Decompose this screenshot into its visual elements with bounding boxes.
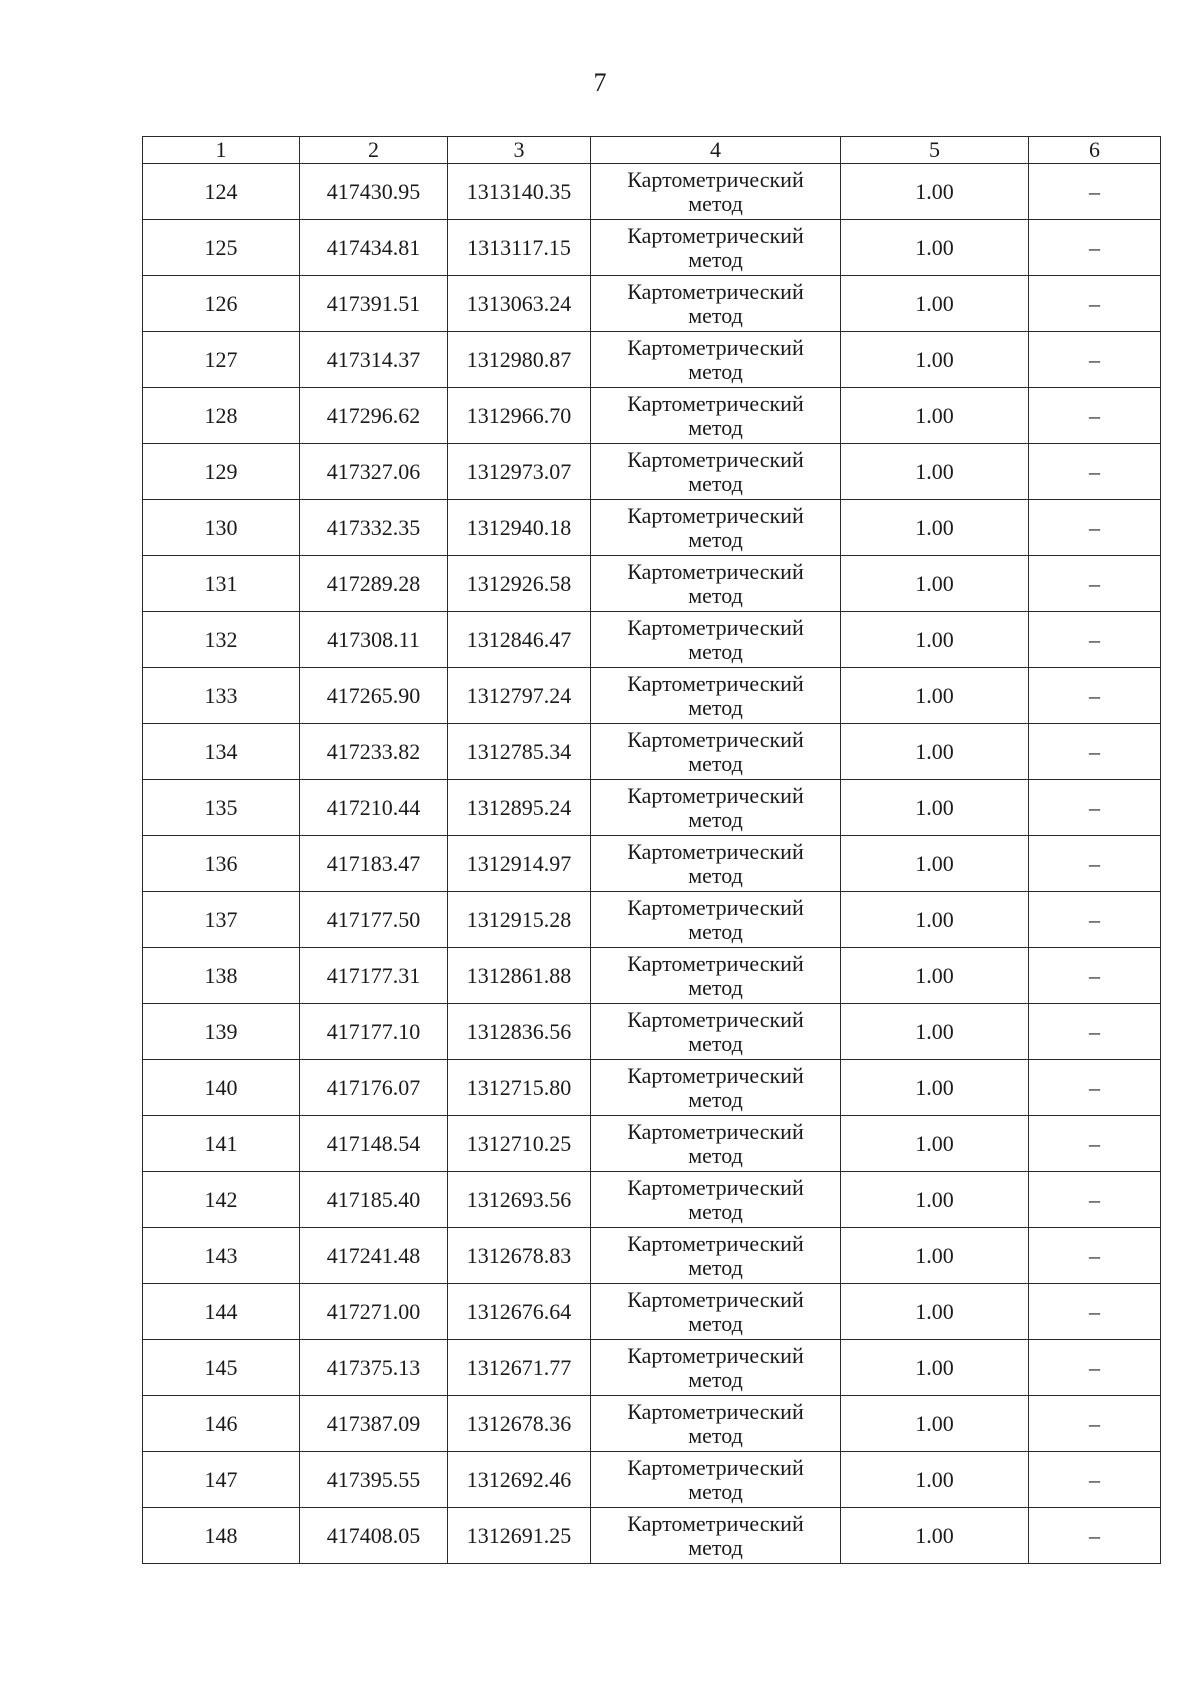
- point-number-cell: 133: [143, 668, 300, 724]
- accuracy-cell: 1.00: [841, 276, 1029, 332]
- method-text-line-1: Картометрический: [627, 1118, 804, 1144]
- coordinate-x-cell: 417177.10: [300, 1004, 448, 1060]
- table-row: [143, 1228, 1161, 1284]
- coordinate-y-cell: 1312691.25: [448, 1508, 591, 1564]
- method-text-line-2: метод: [688, 302, 743, 328]
- point-number-cell: 126: [143, 276, 300, 332]
- table-header-row: [143, 137, 1161, 164]
- method-cell: [591, 276, 841, 332]
- accuracy-cell: 1.00: [841, 556, 1029, 612]
- accuracy-cell: 1.00: [841, 1172, 1029, 1228]
- column-header-3: 3: [448, 137, 591, 164]
- coordinate-y-cell: 1312693.56: [448, 1172, 591, 1228]
- method-text-line-1: Картометрический: [627, 838, 804, 864]
- coordinate-x-cell: 417233.82: [300, 724, 448, 780]
- accuracy-cell: 1.00: [841, 332, 1029, 388]
- method-cell: [591, 892, 841, 948]
- coordinate-y-cell: 1312980.87: [448, 332, 591, 388]
- table-row: [143, 1116, 1161, 1172]
- coordinate-x-cell: 417185.40: [300, 1172, 448, 1228]
- coordinate-y-cell: 1312715.80: [448, 1060, 591, 1116]
- point-number-cell: 137: [143, 892, 300, 948]
- note-cell: –: [1029, 1396, 1161, 1452]
- table-row: [143, 836, 1161, 892]
- method-text-line-1: Картометрический: [627, 1286, 804, 1312]
- table-row: [143, 556, 1161, 612]
- column-header-1: 1: [143, 137, 300, 164]
- method-text-line-1: Картометрический: [627, 1454, 804, 1480]
- coordinate-x-cell: 417289.28: [300, 556, 448, 612]
- method-text-line-1: Картометрический: [627, 446, 804, 472]
- note-cell: –: [1029, 724, 1161, 780]
- coordinate-x-cell: 417177.50: [300, 892, 448, 948]
- coordinate-x-cell: 417408.05: [300, 1508, 448, 1564]
- note-cell: –: [1029, 1004, 1161, 1060]
- accuracy-cell: 1.00: [841, 388, 1029, 444]
- method-cell: [591, 1172, 841, 1228]
- method-text-line-1: Картометрический: [627, 166, 804, 192]
- table-row: [143, 444, 1161, 500]
- method-text-line-1: Картометрический: [627, 894, 804, 920]
- point-number-cell: 141: [143, 1116, 300, 1172]
- method-text-line-2: метод: [688, 694, 743, 720]
- accuracy-cell: 1.00: [841, 1452, 1029, 1508]
- method-text-line-2: метод: [688, 862, 743, 888]
- note-cell: –: [1029, 1060, 1161, 1116]
- note-cell: –: [1029, 332, 1161, 388]
- method-text-line-2: метод: [688, 1310, 743, 1336]
- method-text-line-2: метод: [688, 806, 743, 832]
- note-cell: –: [1029, 1172, 1161, 1228]
- table-row: [143, 500, 1161, 556]
- method-text-line-2: метод: [688, 1142, 743, 1168]
- table-row: [143, 724, 1161, 780]
- coordinate-x-cell: 417375.13: [300, 1340, 448, 1396]
- coordinate-x-cell: 417296.62: [300, 388, 448, 444]
- coordinate-x-cell: 417241.48: [300, 1228, 448, 1284]
- method-text-line-1: Картометрический: [627, 670, 804, 696]
- coordinate-x-cell: 417327.06: [300, 444, 448, 500]
- coordinates-table-container: [142, 136, 1160, 1564]
- method-text-line-2: метод: [688, 1422, 743, 1448]
- method-text-line-1: Картометрический: [627, 726, 804, 752]
- method-text-line-1: Картометрический: [627, 278, 804, 304]
- method-cell: [591, 388, 841, 444]
- method-text-line-2: метод: [688, 1366, 743, 1392]
- method-text-line-2: метод: [688, 1086, 743, 1112]
- accuracy-cell: 1.00: [841, 1508, 1029, 1564]
- method-cell: [591, 836, 841, 892]
- coordinate-x-cell: 417176.07: [300, 1060, 448, 1116]
- note-cell: –: [1029, 1340, 1161, 1396]
- coordinate-y-cell: 1312926.58: [448, 556, 591, 612]
- method-text-line-2: метод: [688, 974, 743, 1000]
- coordinate-y-cell: 1312676.64: [448, 1284, 591, 1340]
- column-header-4: 4: [591, 137, 841, 164]
- method-text-line-1: Картометрический: [627, 782, 804, 808]
- coordinate-y-cell: 1312671.77: [448, 1340, 591, 1396]
- table-row: [143, 1340, 1161, 1396]
- method-cell: [591, 780, 841, 836]
- note-cell: –: [1029, 500, 1161, 556]
- coordinate-y-cell: 1312710.25: [448, 1116, 591, 1172]
- method-cell: [591, 332, 841, 388]
- point-number-cell: 136: [143, 836, 300, 892]
- point-number-cell: 138: [143, 948, 300, 1004]
- method-cell: [591, 948, 841, 1004]
- method-cell: [591, 500, 841, 556]
- coordinate-y-cell: 1312797.24: [448, 668, 591, 724]
- note-cell: –: [1029, 892, 1161, 948]
- note-cell: –: [1029, 388, 1161, 444]
- coordinate-x-cell: 417177.31: [300, 948, 448, 1004]
- table-row: [143, 164, 1161, 220]
- coordinate-x-cell: 417430.95: [300, 164, 448, 220]
- accuracy-cell: 1.00: [841, 1116, 1029, 1172]
- note-cell: –: [1029, 948, 1161, 1004]
- coordinate-y-cell: 1312914.97: [448, 836, 591, 892]
- table-row: [143, 612, 1161, 668]
- method-text-line-2: метод: [688, 1478, 743, 1504]
- coordinate-x-cell: 417395.55: [300, 1452, 448, 1508]
- table-row: [143, 276, 1161, 332]
- method-cell: [591, 1452, 841, 1508]
- point-number-cell: 128: [143, 388, 300, 444]
- method-cell: [591, 220, 841, 276]
- coordinate-x-cell: 417391.51: [300, 276, 448, 332]
- accuracy-cell: 1.00: [841, 1228, 1029, 1284]
- coordinate-x-cell: 417387.09: [300, 1396, 448, 1452]
- method-cell: [591, 444, 841, 500]
- method-cell: [591, 1116, 841, 1172]
- note-cell: –: [1029, 276, 1161, 332]
- method-text-line-1: Картометрический: [627, 950, 804, 976]
- coordinate-y-cell: 1312966.70: [448, 388, 591, 444]
- accuracy-cell: 1.00: [841, 1340, 1029, 1396]
- method-text-line-2: метод: [688, 358, 743, 384]
- coordinate-y-cell: 1312836.56: [448, 1004, 591, 1060]
- point-number-cell: 129: [143, 444, 300, 500]
- method-text-line-1: Картометрический: [627, 1062, 804, 1088]
- table-row: [143, 388, 1161, 444]
- column-header-2: 2: [300, 137, 448, 164]
- table-row: [143, 1508, 1161, 1564]
- coordinate-y-cell: 1313063.24: [448, 276, 591, 332]
- point-number-cell: 125: [143, 220, 300, 276]
- table-row: [143, 892, 1161, 948]
- method-text-line-2: метод: [688, 638, 743, 664]
- accuracy-cell: 1.00: [841, 892, 1029, 948]
- coordinate-x-cell: 417265.90: [300, 668, 448, 724]
- method-text-line-1: Картометрический: [627, 390, 804, 416]
- point-number-cell: 148: [143, 1508, 300, 1564]
- table-row: [143, 668, 1161, 724]
- method-text-line-1: Картометрический: [627, 1342, 804, 1368]
- coordinate-y-cell: 1312940.18: [448, 500, 591, 556]
- method-text-line-2: метод: [688, 750, 743, 776]
- column-header-6: 6: [1029, 137, 1161, 164]
- accuracy-cell: 1.00: [841, 948, 1029, 1004]
- method-text-line-1: Картометрический: [627, 1174, 804, 1200]
- point-number-cell: 132: [143, 612, 300, 668]
- coordinate-y-cell: 1312915.28: [448, 892, 591, 948]
- method-cell: [591, 724, 841, 780]
- method-text-line-2: метод: [688, 582, 743, 608]
- point-number-cell: 146: [143, 1396, 300, 1452]
- point-number-cell: 139: [143, 1004, 300, 1060]
- method-text-line-2: метод: [688, 414, 743, 440]
- method-cell: [591, 1508, 841, 1564]
- method-text-line-1: Картометрический: [627, 1006, 804, 1032]
- method-text-line-2: метод: [688, 470, 743, 496]
- note-cell: –: [1029, 444, 1161, 500]
- method-text-line-2: метод: [688, 918, 743, 944]
- method-cell: [591, 612, 841, 668]
- method-cell: [591, 556, 841, 612]
- method-text-line-2: метод: [688, 526, 743, 552]
- method-text-line-2: метод: [688, 1254, 743, 1280]
- note-cell: –: [1029, 220, 1161, 276]
- table-body: [143, 137, 1161, 1564]
- point-number-cell: 135: [143, 780, 300, 836]
- point-number-cell: 143: [143, 1228, 300, 1284]
- method-text-line-1: Картометрический: [627, 502, 804, 528]
- table-row: [143, 1172, 1161, 1228]
- coordinate-y-cell: 1312692.46: [448, 1452, 591, 1508]
- note-cell: –: [1029, 1228, 1161, 1284]
- coordinate-x-cell: 417434.81: [300, 220, 448, 276]
- note-cell: –: [1029, 668, 1161, 724]
- coordinate-x-cell: 417183.47: [300, 836, 448, 892]
- table-row: [143, 780, 1161, 836]
- coordinate-x-cell: 417308.11: [300, 612, 448, 668]
- note-cell: –: [1029, 1284, 1161, 1340]
- coordinate-y-cell: 1312861.88: [448, 948, 591, 1004]
- point-number-cell: 131: [143, 556, 300, 612]
- accuracy-cell: 1.00: [841, 612, 1029, 668]
- table-row: [143, 1060, 1161, 1116]
- page-number: 7: [593, 68, 607, 97]
- table-row: [143, 1396, 1161, 1452]
- coordinate-y-cell: 1312678.36: [448, 1396, 591, 1452]
- coordinate-x-cell: 417332.35: [300, 500, 448, 556]
- accuracy-cell: 1.00: [841, 1004, 1029, 1060]
- coordinates-table: [142, 136, 1161, 1564]
- point-number-cell: 140: [143, 1060, 300, 1116]
- accuracy-cell: 1.00: [841, 780, 1029, 836]
- method-cell: [591, 164, 841, 220]
- table-row: [143, 1452, 1161, 1508]
- coordinate-y-cell: 1312678.83: [448, 1228, 591, 1284]
- method-cell: [591, 1340, 841, 1396]
- point-number-cell: 142: [143, 1172, 300, 1228]
- note-cell: –: [1029, 836, 1161, 892]
- method-text-line-2: метод: [688, 190, 743, 216]
- accuracy-cell: 1.00: [841, 1284, 1029, 1340]
- note-cell: –: [1029, 1452, 1161, 1508]
- accuracy-cell: 1.00: [841, 836, 1029, 892]
- accuracy-cell: 1.00: [841, 220, 1029, 276]
- coordinate-y-cell: 1312895.24: [448, 780, 591, 836]
- coordinate-y-cell: 1313140.35: [448, 164, 591, 220]
- note-cell: –: [1029, 1116, 1161, 1172]
- accuracy-cell: 1.00: [841, 164, 1029, 220]
- coordinate-x-cell: 417271.00: [300, 1284, 448, 1340]
- accuracy-cell: 1.00: [841, 444, 1029, 500]
- coordinate-x-cell: 417148.54: [300, 1116, 448, 1172]
- note-cell: –: [1029, 612, 1161, 668]
- method-cell: [591, 1396, 841, 1452]
- method-cell: [591, 668, 841, 724]
- method-cell: [591, 1228, 841, 1284]
- coordinate-y-cell: 1313117.15: [448, 220, 591, 276]
- method-text-line-1: Картометрический: [627, 558, 804, 584]
- table-row: [143, 220, 1161, 276]
- point-number-cell: 127: [143, 332, 300, 388]
- accuracy-cell: 1.00: [841, 1060, 1029, 1116]
- method-text-line-1: Картометрический: [627, 1510, 804, 1536]
- note-cell: –: [1029, 164, 1161, 220]
- method-cell: [591, 1060, 841, 1116]
- note-cell: –: [1029, 780, 1161, 836]
- method-text-line-2: метод: [688, 1198, 743, 1224]
- method-text-line-1: Картометрический: [627, 614, 804, 640]
- table-row: [143, 1284, 1161, 1340]
- method-text-line-2: метод: [688, 246, 743, 272]
- table-row: [143, 948, 1161, 1004]
- accuracy-cell: 1.00: [841, 500, 1029, 556]
- point-number-cell: 144: [143, 1284, 300, 1340]
- method-text-line-2: метод: [688, 1030, 743, 1056]
- table-row: [143, 1004, 1161, 1060]
- point-number-cell: 124: [143, 164, 300, 220]
- method-text-line-1: Картометрический: [627, 1398, 804, 1424]
- coordinate-y-cell: 1312846.47: [448, 612, 591, 668]
- method-text-line-1: Картометрический: [627, 334, 804, 360]
- column-header-5: 5: [841, 137, 1029, 164]
- method-text-line-1: Картометрический: [627, 1230, 804, 1256]
- accuracy-cell: 1.00: [841, 668, 1029, 724]
- point-number-cell: 147: [143, 1452, 300, 1508]
- point-number-cell: 130: [143, 500, 300, 556]
- note-cell: –: [1029, 556, 1161, 612]
- accuracy-cell: 1.00: [841, 724, 1029, 780]
- coordinate-x-cell: 417210.44: [300, 780, 448, 836]
- method-cell: [591, 1004, 841, 1060]
- coordinate-y-cell: 1312785.34: [448, 724, 591, 780]
- method-text-line-2: метод: [688, 1534, 743, 1560]
- coordinate-y-cell: 1312973.07: [448, 444, 591, 500]
- method-text-line-1: Картометрический: [627, 222, 804, 248]
- note-cell: –: [1029, 1508, 1161, 1564]
- point-number-cell: 134: [143, 724, 300, 780]
- point-number-cell: 145: [143, 1340, 300, 1396]
- table-row: [143, 332, 1161, 388]
- accuracy-cell: 1.00: [841, 1396, 1029, 1452]
- method-cell: [591, 1284, 841, 1340]
- coordinate-x-cell: 417314.37: [300, 332, 448, 388]
